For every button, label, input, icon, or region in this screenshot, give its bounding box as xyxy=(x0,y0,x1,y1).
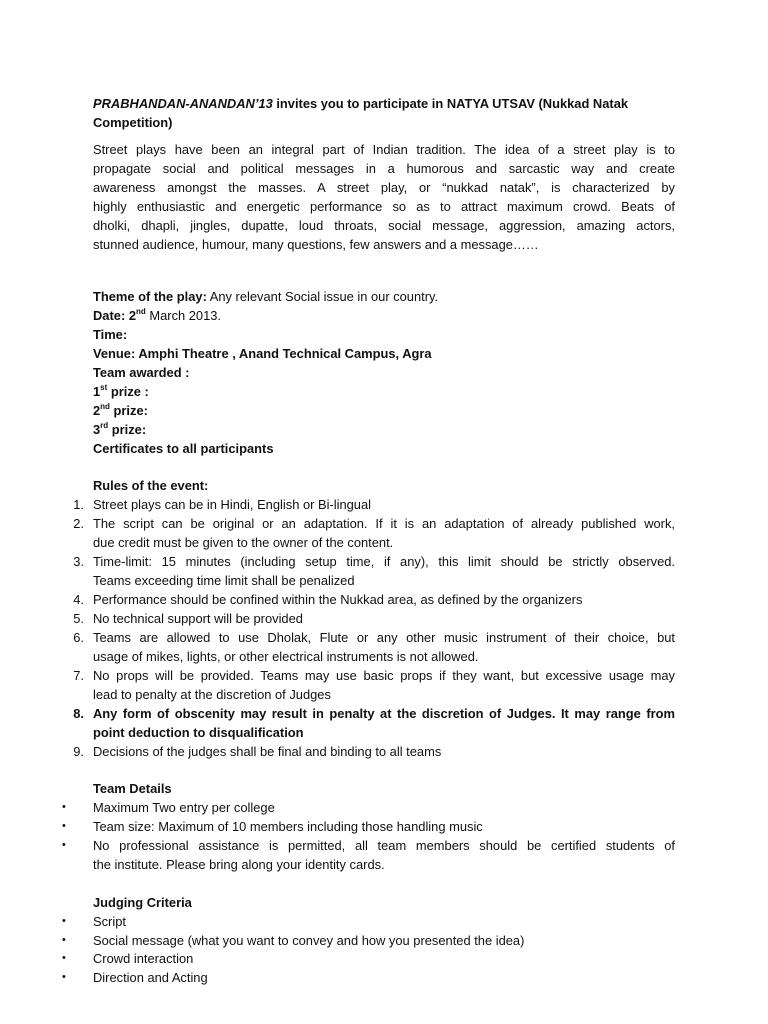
rule-number: 4. xyxy=(73,592,84,607)
intro-line: highly enthusiastic and energetic performance so as to attract maximum crowd. Beats of xyxy=(93,199,675,214)
rule-text: Performance should be confined within the Nukkad area, as defined by the organizers xyxy=(93,592,583,607)
prize-text: prize : xyxy=(107,384,149,399)
intro-line: stunned audience, humour, many questions, few answers and a message…… xyxy=(93,237,539,252)
intro-line: propagate social and political messages in a humorous and sarcastic way and create xyxy=(93,161,675,176)
prize-text: prize: xyxy=(109,403,148,418)
prize-number: 1 xyxy=(93,384,101,399)
rule-text: usage of mikes, lights, or other electrical instruments is not allowed. xyxy=(93,649,479,664)
certificates-line: Certificates to all participants xyxy=(93,441,274,456)
prize-text: prize: xyxy=(108,422,147,437)
judging-heading: Judging Criteria xyxy=(93,895,192,910)
third-prize-line xyxy=(93,420,675,439)
rule-text: Time-limit: 15 minutes (including setup time, if any), this limit should be strictly observed. xyxy=(93,554,675,569)
date-rest: March 2013. xyxy=(145,308,222,323)
rule-text: No technical support will be provided xyxy=(93,611,303,626)
team-details-heading: Team Details xyxy=(93,781,172,796)
rules-heading: Rules of the event: xyxy=(93,478,209,493)
intro-line: dholki, dhapli, jingles, dupatte, loud throats, social message, aggression, amazing actors, xyxy=(93,218,675,233)
rule-number: 9. xyxy=(73,744,84,759)
invite-heading-line-2: Competition) xyxy=(93,115,173,130)
intro-line: Street plays have been an integral part of Indian tradition. The idea of a street play is to xyxy=(93,142,675,157)
date-line xyxy=(93,306,675,325)
prize-suffix: st xyxy=(100,382,108,392)
team-detail-text: Maximum Two entry per college xyxy=(93,800,275,815)
team-detail-text: No professional assistance is permitted, all team members should be certified students of xyxy=(93,838,675,853)
prize-number: 2 xyxy=(93,403,101,418)
rule-text: Street plays can be in Hindi, English or Bi-lingual xyxy=(93,497,372,512)
theme-label: Theme of the play: xyxy=(93,289,207,304)
first-prize-line xyxy=(93,382,675,401)
bullet-icon: • xyxy=(62,952,66,964)
rule-number: 3. xyxy=(73,554,84,569)
team-detail-text: Team size: Maximum of 10 members including those handling music xyxy=(93,819,483,834)
rule-number: 6. xyxy=(73,630,84,645)
intro-line: awareness amongst the masses. A street play, or “nukkad natak”, is characterized by xyxy=(93,180,675,195)
venue-line: Venue: Amphi Theatre , Anand Technical Campus, Agra xyxy=(93,346,432,361)
prize-suffix: rd xyxy=(100,420,109,430)
judging-item: Script xyxy=(93,914,126,929)
bullet-icon: • xyxy=(62,820,66,832)
date-day: 2 xyxy=(128,308,136,323)
bullet-icon: • xyxy=(62,839,66,851)
bullet-icon: • xyxy=(62,915,66,927)
theme-value: Any relevant Social issue in our country. xyxy=(206,289,439,304)
bullet-icon: • xyxy=(62,801,66,813)
rule-text: No props will be provided. Teams may use basic props if they want, but excessive usage may xyxy=(93,668,675,683)
judging-item: Crowd interaction xyxy=(93,951,194,966)
theme-line xyxy=(93,287,675,306)
bullet-icon: • xyxy=(62,934,66,946)
rule-number: 8. xyxy=(73,706,84,721)
rule-text: lead to penalty at the discretion of Judges xyxy=(93,687,331,702)
team-awarded-line: Team awarded : xyxy=(93,365,190,380)
rule-text: Teams are allowed to use Dholak, Flute or any other music instrument of their choice, but xyxy=(93,630,675,645)
org-name: PRABHANDAN-ANANDAN’13 xyxy=(93,96,273,111)
rule-text: Decisions of the judges shall be final and binding to all teams xyxy=(93,744,442,759)
bullet-icon: • xyxy=(62,971,66,983)
rule-text: point deduction to disqualification xyxy=(93,725,304,740)
prize-suffix: nd xyxy=(100,401,110,411)
rule-number: 5. xyxy=(73,611,84,626)
rule-number: 7. xyxy=(73,668,84,683)
invite-text: invites you to participate in NATYA UTSAV (Nukkad Natak xyxy=(272,96,629,111)
rule-text: due credit must be given to the owner of the content. xyxy=(93,535,394,550)
invite-heading-line-1 xyxy=(93,94,675,113)
judging-item: Direction and Acting xyxy=(93,970,208,985)
date-label: Date: xyxy=(93,308,129,323)
second-prize-line xyxy=(93,401,675,420)
time-line: Time: xyxy=(93,327,128,342)
rule-text: Any form of obscenity may result in penalty at the discretion of Judges. It may range from xyxy=(93,706,675,721)
judging-item: Social message (what you want to convey and how you presented the idea) xyxy=(93,933,525,948)
team-detail-text: the institute. Please bring along your identity cards. xyxy=(93,857,385,872)
rule-text: Teams exceeding time limit shall be penalized xyxy=(93,573,355,588)
prize-number: 3 xyxy=(93,422,101,437)
rule-text: The script can be original or an adaptation. If it is an adaptation of already published work, xyxy=(93,516,675,531)
date-suffix: nd xyxy=(136,306,146,316)
rule-number: 1. xyxy=(73,497,84,512)
rule-number: 2. xyxy=(73,516,84,531)
